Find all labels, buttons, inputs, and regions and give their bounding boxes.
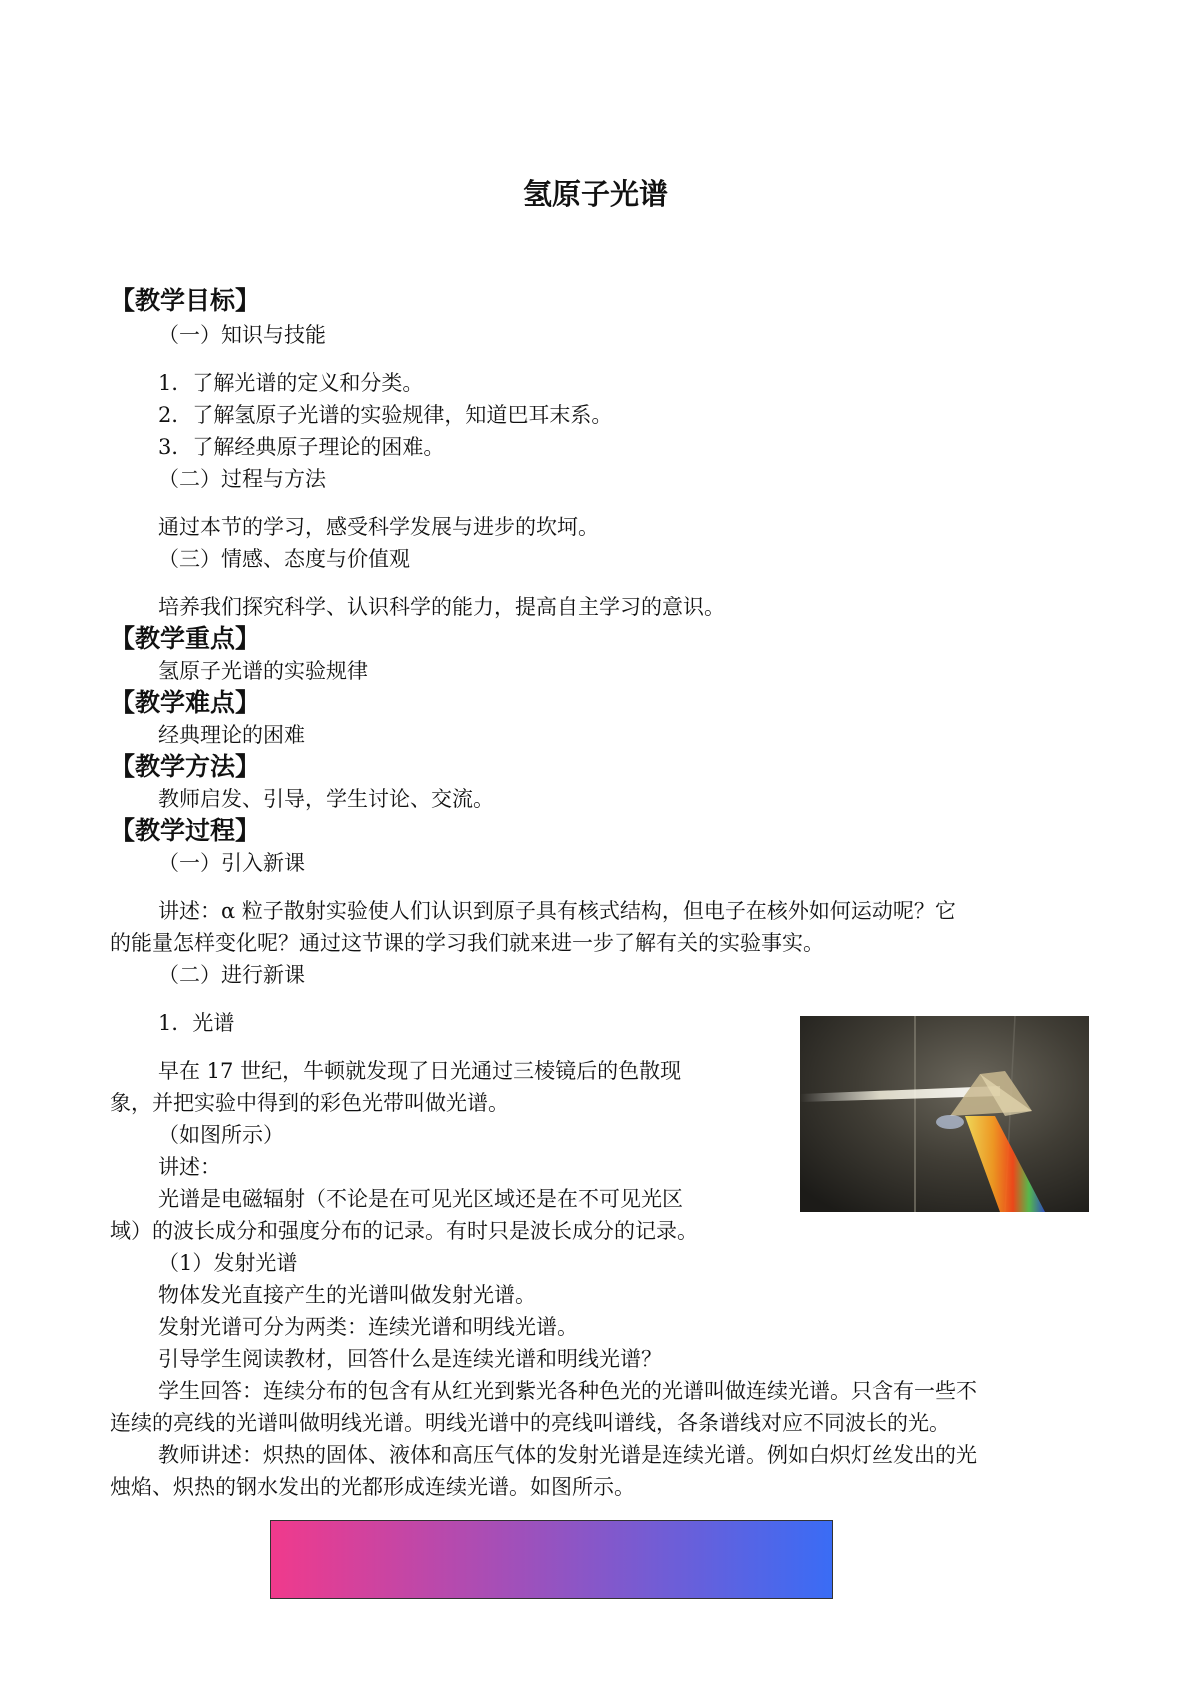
- intro-paragraph-line: 讲述：α 粒子散射实验使人们认识到原子具有核式结构，但电子在核外如何运动呢？它: [158, 899, 956, 923]
- emission-subheading: （1）发射光谱: [158, 1251, 298, 1275]
- knowledge-subheading: （一）知识与技能: [158, 323, 326, 347]
- student-answer-line: 连续的亮线的光谱叫做明线光谱。明线光谱中的亮线叫谱线，各条谱线对应不同波长的光。: [110, 1411, 950, 1435]
- process-heading: 【教学过程】: [110, 816, 261, 845]
- knowledge-item: 3．了解经典原子理论的困难。: [158, 435, 445, 459]
- continuous-spectrum-bar: [270, 1520, 833, 1599]
- emission-definition: 物体发光直接产生的光谱叫做发射光谱。: [158, 1283, 536, 1307]
- page-title: 氢原子光谱: [522, 177, 668, 211]
- emotion-text: 培养我们探究科学、认识科学的能力，提高自主学习的意识。: [158, 595, 725, 619]
- newton-paragraph-line: 象，并把实验中得到的彩色光带叫做光谱。: [110, 1091, 509, 1115]
- definition-line: 光谱是电磁辐射（不论是在可见光区域还是在不可见光区: [158, 1187, 683, 1211]
- spectrum-section-title: 1．光谱: [158, 1011, 235, 1035]
- difficulty-heading: 【教学难点】: [110, 688, 261, 717]
- knowledge-item: 2．了解氢原子光谱的实验规律，知道巴耳末系。: [158, 403, 613, 427]
- difficulty-text: 经典理论的困难: [158, 723, 305, 747]
- newton-paragraph-line: 早在 17 世纪，牛顿就发现了日光通过三棱镜后的色散现: [158, 1059, 682, 1083]
- narrate-label: 讲述：: [158, 1155, 221, 1179]
- objectives-heading: 【教学目标】: [110, 286, 261, 315]
- intro-subheading: （一）引入新课: [158, 851, 305, 875]
- definition-line: 域）的波长成分和强度分布的记录。有时只是波长成分的记录。: [110, 1219, 698, 1243]
- process-method-text: 通过本节的学习，感受科学发展与进步的坎坷。: [158, 515, 599, 539]
- figure-note: （如图所示）: [158, 1123, 284, 1147]
- prism-dispersion-photo: [800, 1016, 1089, 1212]
- new-lesson-subheading: （二）进行新课: [158, 963, 305, 987]
- key-points-heading: 【教学重点】: [110, 624, 261, 653]
- guide-question: 引导学生阅读教材，回答什么是连续光谱和明线光谱？: [158, 1347, 662, 1371]
- teacher-narration-line: 烛焰、炽热的钢水发出的光都形成连续光谱。如图所示。: [110, 1475, 635, 1499]
- teacher-narration-line: 教师讲述：炽热的固体、液体和高压气体的发射光谱是连续光谱。例如白炽灯丝发出的光: [158, 1443, 977, 1467]
- key-points-text: 氢原子光谱的实验规律: [158, 659, 368, 683]
- emission-types: 发射光谱可分为两类：连续光谱和明线光谱。: [158, 1315, 578, 1339]
- intro-paragraph-line: 的能量怎样变化呢？通过这节课的学习我们就来进一步了解有关的实验事实。: [110, 931, 824, 955]
- emotion-subheading: （三）情感、态度与价值观: [158, 547, 410, 571]
- student-answer-line: 学生回答：连续分布的包含有从红光到紫光各种色光的光谱叫做连续光谱。只含有一些不: [158, 1379, 977, 1403]
- knowledge-item: 1．了解光谱的定义和分类。: [158, 371, 424, 395]
- method-heading: 【教学方法】: [110, 752, 261, 781]
- method-text: 教师启发、引导，学生讨论、交流。: [158, 787, 494, 811]
- process-method-subheading: （二）过程与方法: [158, 467, 326, 491]
